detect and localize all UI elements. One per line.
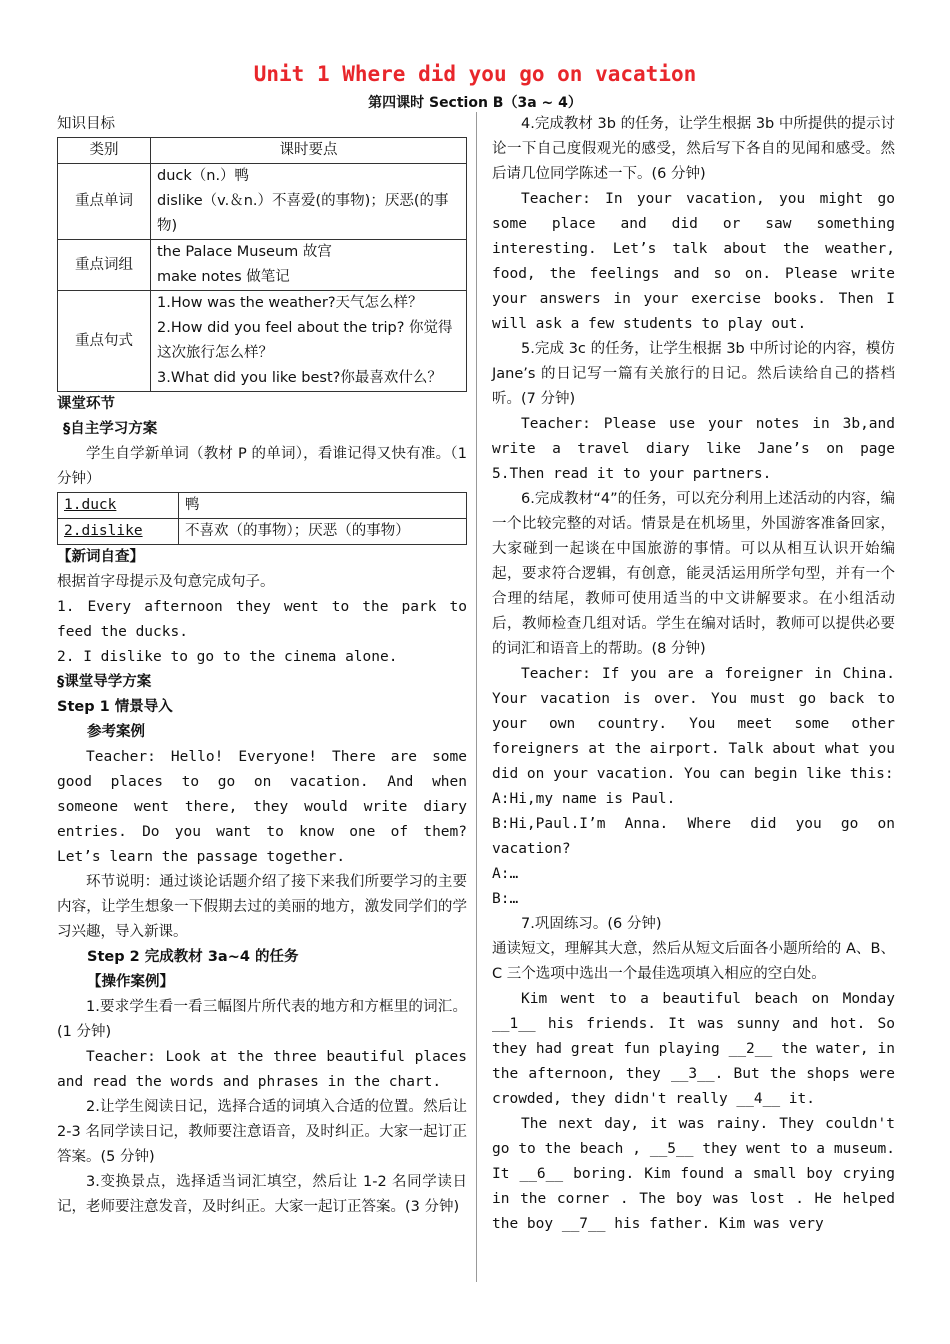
table-line: duck（n.）鸭 xyxy=(157,168,250,184)
task-text: 5.完成 3c 的任务，让学生根据 3b 中所讨论的内容，模仿 Jane’s 的日记写一篇有关旅行的日记。然后读给自己的搭档听。(7 分钟) xyxy=(492,341,895,407)
guide-heading: §课堂导学方案 xyxy=(57,674,152,690)
dialog-line: B:… xyxy=(492,891,519,907)
table-row xyxy=(58,519,467,545)
teacher-speech: Teacher: Look at the three beautiful places and read the words and phrases in the chart. xyxy=(57,1049,467,1090)
dialog-line: B:Hi,Paul.I’m Anna. Where did you go on vacation? xyxy=(492,816,895,857)
table-category: 重点单词 xyxy=(58,164,151,240)
left-column xyxy=(57,112,467,1220)
table-row xyxy=(58,164,467,240)
goals-label: 知识目标 xyxy=(57,116,115,132)
step1-heading: Step 1 情景导入 xyxy=(57,699,173,715)
teacher-speech: Teacher: Please use your notes in 3b,and write a travel diary like Jane’s on page 5.Then read it to your partners. xyxy=(492,416,895,482)
task-text: 4.完成教材 3b 的任务，让学生根据 3b 中所提供的提示讨论一下自己度假观光的感受，然后写下各自的见闻和感受。然后请几位同学陈述一下。(6 分钟) xyxy=(492,116,895,182)
dialog-line: A:… xyxy=(492,866,519,882)
table-line: 3.What did you like best?你最喜欢什么？ xyxy=(157,370,442,386)
step2-heading: Step 2 完成教材 3a~4 的任务 xyxy=(87,949,299,965)
teacher-speech: Teacher: Hello! Everyone! There are some good places to go on vacation. And when someone went there, they would write diary entries. Do you want to know one of them? Let’s learn the passage together. xyxy=(57,749,467,865)
task-instruction: 通读短文，理解其大意，然后从短文后面各小题所给的 A、B、C 三个选项中选出一个最佳选项填入相应的空白处。 xyxy=(492,941,895,982)
table-row xyxy=(58,240,467,291)
table-header: 类别 xyxy=(58,138,151,164)
self-study-heading: §自主学习方案 xyxy=(63,421,158,437)
table-line: 2.How did you feel about the trip? 你觉得这次旅行怎么样？ xyxy=(157,320,453,361)
op-case-heading: 【操作案例】 xyxy=(87,974,174,990)
dialog-line: A:Hi,my name is Paul. xyxy=(492,791,676,807)
table-category: 重点词组 xyxy=(58,240,151,291)
table-line: 1.How was the weather?天气怎么样？ xyxy=(157,295,423,311)
step-note: 环节说明：通过谈论话题介绍了接下来我们所要学习的主要内容，让学生想象一下假期去过的美丽的地方，激发同学们的学习兴趣，导入新课。 xyxy=(57,874,467,940)
page-title: Unit 1 Where did you go on vacation xyxy=(253,62,697,86)
column-divider xyxy=(476,112,477,1282)
table-header-row xyxy=(58,138,467,164)
table-cell xyxy=(151,164,467,240)
vocab-meaning: 鸭 xyxy=(179,493,467,519)
section-class-heading: 课堂环节 xyxy=(57,396,115,412)
table-line: the Palace Museum 故宫 xyxy=(157,244,332,260)
task-text: 2.让学生阅读日记，选择合适的词填入合适的位置。然后让 2-3 名同学读日记，教师要注意语音，及时纠正。大家一起订正答案。(5 分钟) xyxy=(57,1099,467,1165)
exercise-sentence: 1. Every afternoon they went to the park to feed the ducks. xyxy=(57,599,467,640)
task-text: 1.要求学生看一看三幅图片所代表的地方和方框里的词汇。(1 分钟) xyxy=(57,999,467,1040)
right-column xyxy=(492,112,895,1237)
table-category: 重点句式 xyxy=(58,291,151,392)
ref-case-heading: 参考案例 xyxy=(87,724,145,740)
exercise-sentence: 2. I dislike to go to the cinema alone. xyxy=(57,649,398,665)
table-row xyxy=(58,291,467,392)
table-header: 课时要点 xyxy=(151,138,467,164)
new-words-instruction: 根据首字母提示及句意完成句子。 xyxy=(57,574,275,590)
vocab-word: 1.duck xyxy=(58,493,179,519)
vocab-word: 2.dislike xyxy=(58,519,179,545)
self-study-text: 学生自学新单词（教材 P 的单词），看谁记得又快有准。（1 分钟） xyxy=(57,446,467,487)
task-text: 6.完成教材“4”的任务，可以充分利用上述活动的内容，编一个比较完整的对话。情景是在机场里，外国游客准备回家，大家碰到一起谈在中国旅游的事情。可以从相互认识开始编起，要求符合逻辑，有创意，能灵活运用所学句型，并有一个合理的结尾，教师可使用适当的中文讲解要求。在小组活动后，教师检查几组对话。学生在编对话时，教师可以提供必要的词汇和语音上的帮助。(8 分钟) xyxy=(492,491,895,657)
table-row xyxy=(58,493,467,519)
task-text: 7.巩固练习。(6 分钟) xyxy=(521,916,662,932)
table-line: dislike（v.＆n.）不喜爱(的事物)；厌恶(的事物) xyxy=(157,193,449,234)
goals-table xyxy=(57,137,467,392)
passage-paragraph: Kim went to a beautiful beach on Monday __1__ his friends. It was sunny and hot. So they had great fun playing __2__ the water, in the afternoon, they __3__. But the shops were crowded, they didn't really __4__ it. xyxy=(492,991,895,1107)
table-cell xyxy=(151,240,467,291)
vocab-meaning: 不喜欢（的事物）；厌恶（的事物） xyxy=(179,519,467,545)
task-text: 3.变换景点，选择适当词汇填空，然后让 1-2 名同学读日记，老师要注意发音，及时纠正。大家一起订正答案。(3 分钟) xyxy=(57,1174,467,1215)
table-line: make notes 做笔记 xyxy=(157,269,290,285)
teacher-speech: Teacher: In your vacation, you might go some place and did or saw something interesting. Let’s talk about the weather, food, the feelings and so on. Please write your answers in your exercise books. Then I will ask a few students to play out. xyxy=(492,191,895,332)
page-subtitle: 第四课时 Section B（3a ~ 4） xyxy=(368,95,582,111)
new-words-heading: 【新词自查】 xyxy=(57,549,144,565)
passage-paragraph: The next day, it was rainy. They couldn't go to the beach , __5__ they went to a museum. It __6__ boring. Kim found a small boy crying in the corner . The boy was lost . He helped the boy __7__ his father. Kim was very xyxy=(492,1116,895,1232)
teacher-speech: Teacher: If you are a foreigner in China. Your vacation is over. You must go back to your own country. You meet some other foreigners at the airport. Talk about what you did on your vacation. You can begin like this: xyxy=(492,666,895,782)
vocab-table xyxy=(57,492,467,545)
table-cell xyxy=(151,291,467,392)
